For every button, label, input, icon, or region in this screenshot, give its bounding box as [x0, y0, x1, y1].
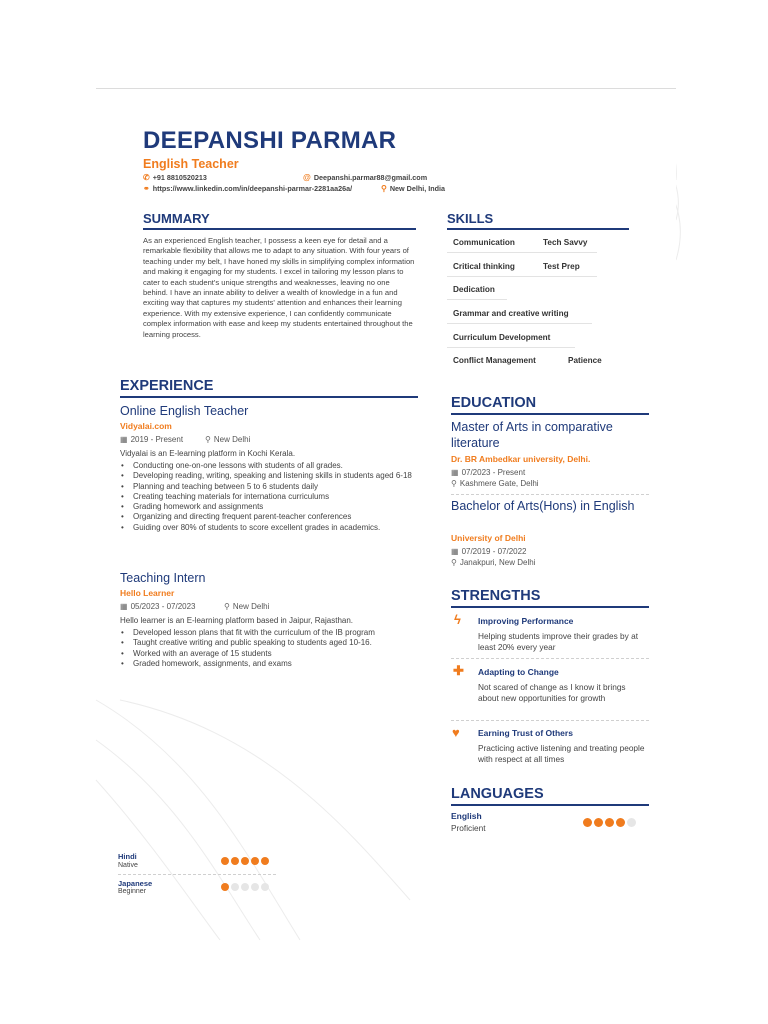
- job-location-text: New Delhi: [213, 435, 251, 444]
- strengths-divider: [451, 606, 649, 608]
- languages-divider: [451, 804, 649, 806]
- experience-divider: [120, 396, 418, 398]
- company-name: Vidyalai.com: [120, 421, 172, 431]
- strength-title: Adapting to Change: [478, 667, 559, 677]
- languages-heading: LANGUAGES: [451, 786, 544, 802]
- puzzle-icon: ✚: [453, 663, 464, 678]
- language-name: Hindi: [118, 852, 137, 861]
- linkedin-text: https://www.linkedin.com/in/deepanshi-parmar-2281aa26a/: [152, 184, 353, 193]
- language-rating: [221, 883, 269, 891]
- language-rating: [583, 818, 636, 827]
- skill-item: Test Prep: [543, 262, 580, 271]
- location-pin-icon: ⚲: [224, 602, 230, 611]
- phone-contact[interactable]: [143, 173, 207, 182]
- job-location: [224, 602, 269, 611]
- rating-dot-empty: [231, 883, 239, 891]
- skill-item: Dedication: [453, 285, 495, 294]
- school-name: University of Delhi: [451, 533, 526, 543]
- language-rating: [221, 857, 269, 865]
- education-location-text: Kashmere Gate, Delhi: [459, 479, 539, 488]
- skill-separator: [447, 323, 592, 324]
- language-name: Japanese: [118, 879, 153, 888]
- strength-description: Practicing active listening and treating people with respect at all times: [478, 743, 645, 764]
- language-level: Beginner: [118, 888, 147, 895]
- company-name: Hello Learner: [120, 588, 175, 598]
- candidate-role: English Teacher: [143, 157, 239, 171]
- skill-separator: [447, 347, 575, 348]
- location-text: New Delhi, India: [389, 184, 445, 193]
- handshake-icon: ♥: [452, 725, 460, 740]
- email-text: Deepanshi.parmar88@gmail.com: [313, 173, 428, 182]
- candidate-name: DEEPANSHI PARMAR: [143, 127, 397, 154]
- job-title: Online English Teacher: [120, 404, 249, 418]
- strength-title: Earning Trust of Others: [478, 728, 573, 738]
- education-divider: [451, 413, 649, 415]
- location-pin-icon: ⚲: [451, 479, 457, 488]
- location-pin-icon: ⚲: [381, 184, 387, 193]
- calendar-icon: ▦: [120, 602, 128, 611]
- language-name: English: [451, 811, 482, 821]
- education-heading: EDUCATION: [451, 395, 537, 411]
- summary-heading: SUMMARY: [143, 211, 210, 226]
- skill-separator: [447, 252, 597, 253]
- job-description: Vidyalai is an E-learning platform in Kochi Kerala.: [120, 449, 296, 458]
- calendar-icon: ▦: [120, 435, 128, 444]
- skill-item: Communication: [453, 238, 515, 247]
- calendar-icon: ▦: [451, 547, 459, 556]
- job-dates: [120, 435, 183, 444]
- rating-dot-filled: [221, 857, 229, 865]
- strength-description: Helping students improve their grades by at least 20% every year: [478, 631, 639, 652]
- job-bullet: • Creating teaching materials for internationa curriculums: [120, 492, 412, 502]
- job-bullet: • Worked with an average of 15 students: [120, 649, 412, 659]
- job-bullet: • Developing reading, writing, speaking and listening skills in students aged 6-18: [120, 471, 412, 481]
- email-icon: @: [303, 173, 311, 182]
- rating-dot-filled: [241, 857, 249, 865]
- job-bullets: [120, 461, 412, 533]
- strength-description: Not scared of change as I know it brings about new opportunities for growth: [478, 682, 626, 703]
- language-separator: [118, 874, 276, 875]
- education-location-text: Janakpuri, New Delhi: [459, 558, 536, 567]
- skill-item: Critical thinking: [453, 262, 515, 271]
- job-bullet: • Organizing and directing frequent parent-teacher conferences: [120, 512, 412, 522]
- language-level: Native: [118, 862, 138, 869]
- job-bullet: • Planning and teaching between 5 to 6 students daily: [120, 482, 412, 492]
- rating-dot-empty: [251, 883, 259, 891]
- job-bullet: • Guiding over 80% of students to score excellent grades in academics.: [120, 523, 412, 533]
- experience-heading: EXPERIENCE: [120, 378, 214, 394]
- language-level: Proficient: [451, 823, 486, 833]
- job-bullet: • Taught creative writing and public speaking to students aged 10-16.: [120, 638, 412, 648]
- rating-dot-filled: [251, 857, 259, 865]
- rating-dot-empty: [241, 883, 249, 891]
- education-location: [451, 478, 539, 489]
- job-dates-text: 2019 - Present: [130, 435, 184, 444]
- rating-dot-filled: [221, 883, 229, 891]
- skill-item: Curriculum Development: [453, 333, 551, 342]
- job-bullet: • Conducting one-on-one lessons with students of all grades.: [120, 461, 412, 471]
- summary-divider: [143, 228, 416, 230]
- email-contact[interactable]: [303, 173, 427, 182]
- job-bullet: • Developed lesson plans that fit with the curriculum of the IB program: [120, 628, 412, 638]
- rating-dot-filled: [616, 818, 625, 827]
- job-title: Teaching Intern: [120, 571, 206, 585]
- calendar-icon: ▦: [451, 468, 459, 477]
- job-location: [205, 435, 250, 444]
- skill-item: Conflict Management: [453, 356, 536, 365]
- degree-title: Bachelor of Arts(Hons) in English: [451, 499, 635, 513]
- strength-separator: [451, 720, 649, 721]
- job-bullets: [120, 628, 412, 669]
- rating-dot-empty: [627, 818, 636, 827]
- school-name: Dr. BR Ambedkar university, Delhi.: [451, 454, 591, 464]
- job-bullet: • Graded homework, assignments, and exams: [120, 659, 412, 669]
- rating-dot-filled: [594, 818, 603, 827]
- skill-separator: [447, 276, 597, 277]
- skills-heading: SKILLS: [447, 211, 494, 226]
- rating-dot-filled: [583, 818, 592, 827]
- location-pin-icon: ⚲: [205, 435, 211, 444]
- job-dates-text: 05/2023 - 07/2023: [130, 602, 196, 611]
- skill-item: Tech Savvy: [543, 238, 588, 247]
- skill-item: Grammar and creative writing: [453, 309, 569, 318]
- strength-separator: [451, 658, 649, 659]
- strength-title: Improving Performance: [478, 616, 574, 626]
- skill-item: Patience: [568, 356, 602, 365]
- lightning-icon: ϟ: [454, 612, 461, 627]
- summary-text: As an experienced English teacher, I possess a keen eye for detail and a remarkable flexibility that allows me to adapt to any situation. With four years of teaching under my belt, I have honed my skills in simplifying complex information and making it engaging for my students. I excel in tailoring my lesson plans to cater to each student's unique strengths and weaknesses, leaving no one behind. I have an innate ability to deliver a wealth of knowledge in a fun and exciting way that captures my students' attention and enhances their learning experience. With my extensive experience, I can confidently communicate complex information with ease and keep my students entertained throughout the learning process.: [143, 236, 415, 339]
- education-dates-text: 07/2023 - Present: [461, 468, 526, 477]
- education-dates: [451, 546, 527, 557]
- link-icon: ⚭: [143, 184, 150, 193]
- location-contact: [381, 184, 445, 193]
- education-dates: [451, 467, 525, 478]
- degree-title: Master of Arts in comparative literature: [451, 420, 613, 450]
- phone-icon: ✆: [143, 173, 150, 182]
- education-dates-text: 07/2019 - 07/2022: [461, 547, 527, 556]
- job-dates: [120, 602, 196, 611]
- skills-divider: [447, 228, 629, 230]
- skill-separator: [447, 299, 507, 300]
- rating-dot-empty: [261, 883, 269, 891]
- linkedin-contact[interactable]: [143, 184, 352, 193]
- job-bullet: • Grading homework and assignments: [120, 502, 412, 512]
- education-location: [451, 557, 535, 568]
- education-separator: [451, 494, 649, 495]
- rating-dot-filled: [605, 818, 614, 827]
- job-location-text: New Delhi: [232, 602, 270, 611]
- phone-text: +91 8810520213: [152, 173, 207, 182]
- job-description: Hello learner is an E-learning platform based in Jaipur, Rajasthan.: [120, 616, 354, 625]
- rating-dot-filled: [261, 857, 269, 865]
- location-pin-icon: ⚲: [451, 558, 457, 567]
- rating-dot-filled: [231, 857, 239, 865]
- strengths-heading: STRENGTHS: [451, 588, 541, 604]
